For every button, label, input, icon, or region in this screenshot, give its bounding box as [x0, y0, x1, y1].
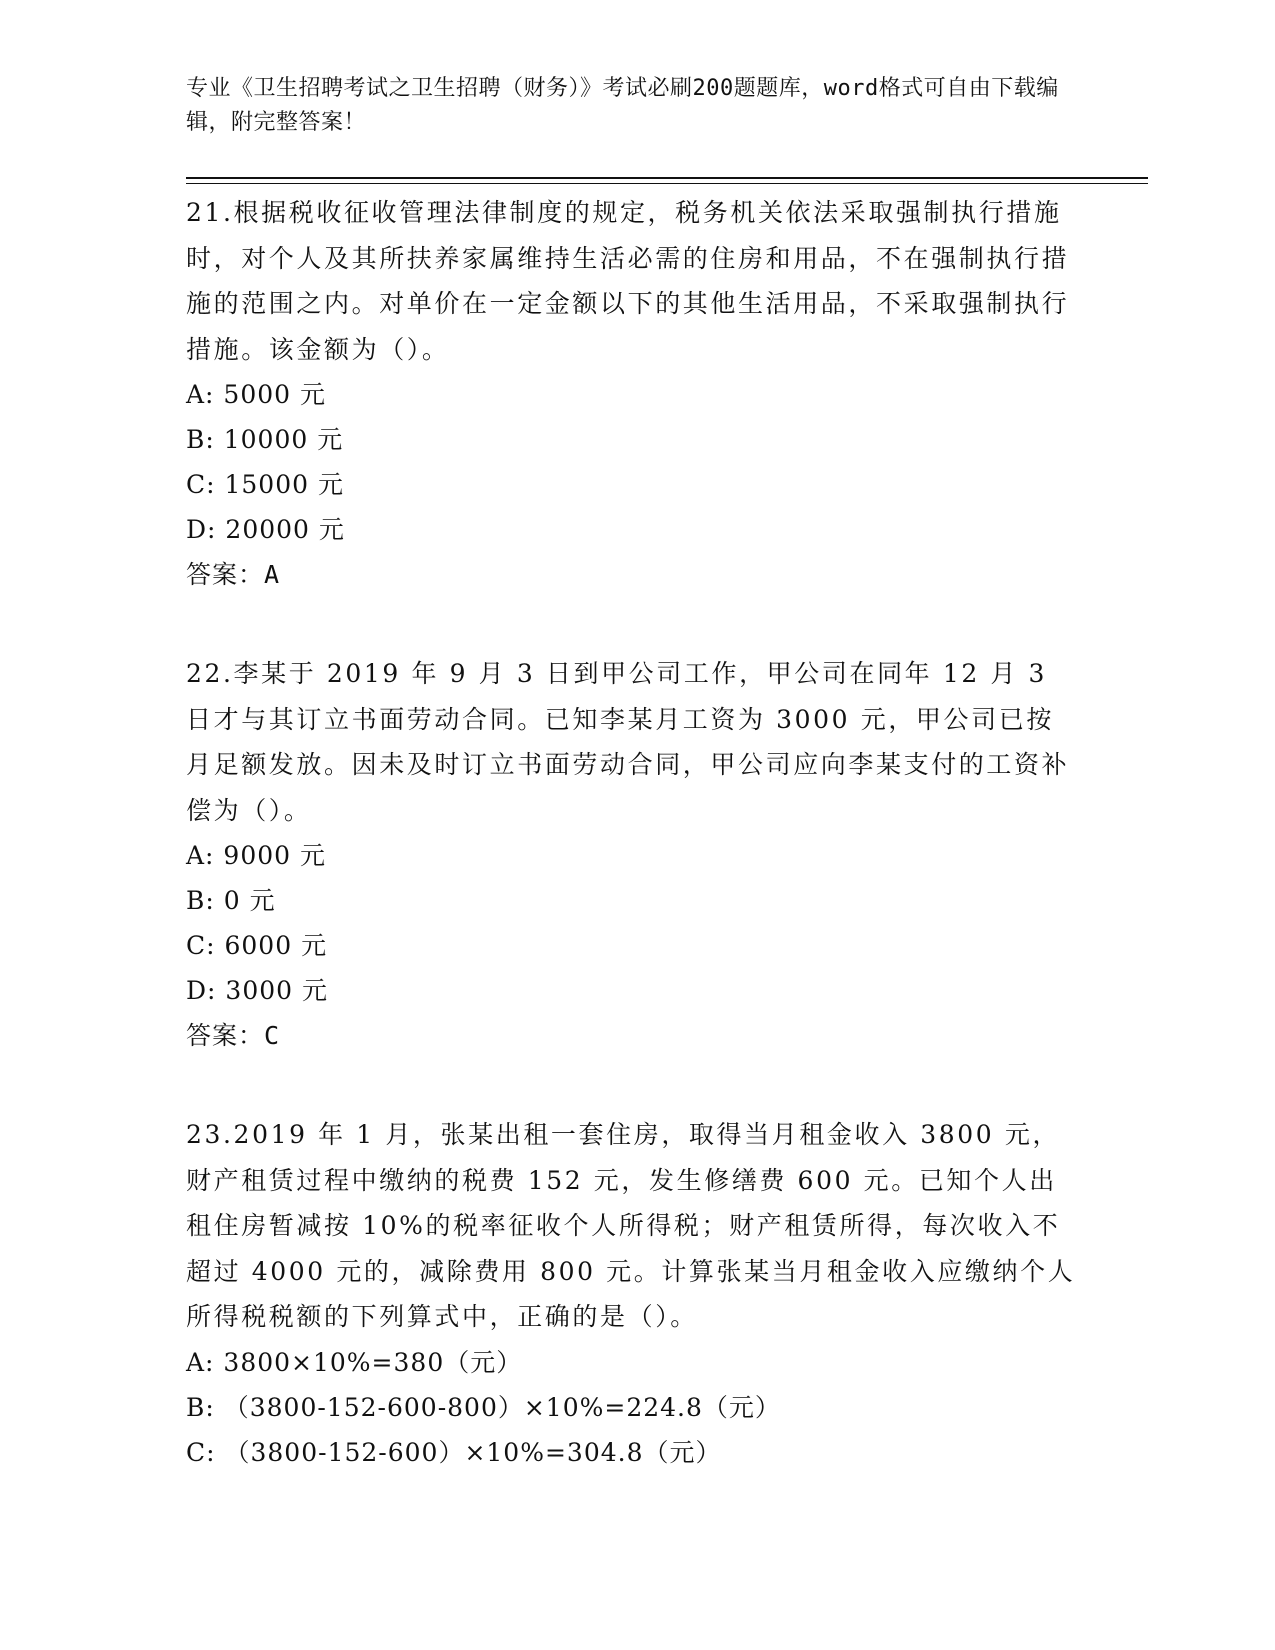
option-a: A: 5000 元 — [186, 380, 326, 409]
option-d: D: 20000 元 — [186, 515, 345, 544]
document-header: 专业《卫生招聘考试之卫生招聘（财务）》考试必刷200题题库，word格式可自由下载编辑，附完整答案！ — [186, 76, 1059, 135]
option-b: B: 0 元 — [186, 886, 276, 915]
option-c: C: （3800-152-600）×10%=304.8（元） — [186, 1437, 722, 1467]
question-text: 22.李某于 2019 年 9 月 3 日到甲公司工作，甲公司在同年 12 月 3 日才与其订立书面劳动合同。已知李某月工资为 3000 元，甲公司已按月足额发放。因未及时订立书面劳动合同，甲公司应向李某支付的工资补偿为（）。 — [186, 659, 1070, 825]
option-c: C: 6000 元 — [186, 931, 328, 960]
answer: 答案：A — [186, 560, 281, 589]
option-d: D: 3000 元 — [186, 976, 328, 1005]
option-c: C: 15000 元 — [186, 470, 344, 499]
option-b: B: （3800-152-600-800）×10%=224.8（元） — [186, 1392, 781, 1422]
answer: 答案：C — [186, 1021, 281, 1050]
header-rule-thick — [186, 177, 1148, 179]
question-21 — [186, 190, 1086, 597]
question-text: 23.2019 年 1 月，张某出租一套住房，取得当月租金收入 3800 元，财产租赁过程中缴纳的税费 152 元，发生修缮费 600 元。已知个人出租住房暂减按 10%的税率征收个人所得税；财产租赁所得，每次收入不超过 4000 元的，减除费用 800 元。计算张某当月租金收入应缴纳个人所得税税额的下列算式中，正确的是（）。 — [186, 1120, 1076, 1331]
option-a: A: 3800×10%=380（元） — [186, 1347, 523, 1377]
header-rule-thin — [186, 183, 1148, 184]
question-23 — [186, 1112, 1086, 1475]
question-text: 21.根据税收征收管理法律制度的规定，税务机关依法采取强制执行措施时，对个人及其所扶养家属维持生活必需的住房和用品，不在强制执行措施的范围之内。对单价在一定金额以下的其他生活用品，不采取强制执行措施。该金额为（）。 — [186, 198, 1070, 364]
question-list — [186, 190, 1086, 1529]
option-a: A: 9000 元 — [186, 841, 326, 870]
question-22 — [186, 651, 1086, 1058]
option-b: B: 10000 元 — [186, 425, 344, 454]
